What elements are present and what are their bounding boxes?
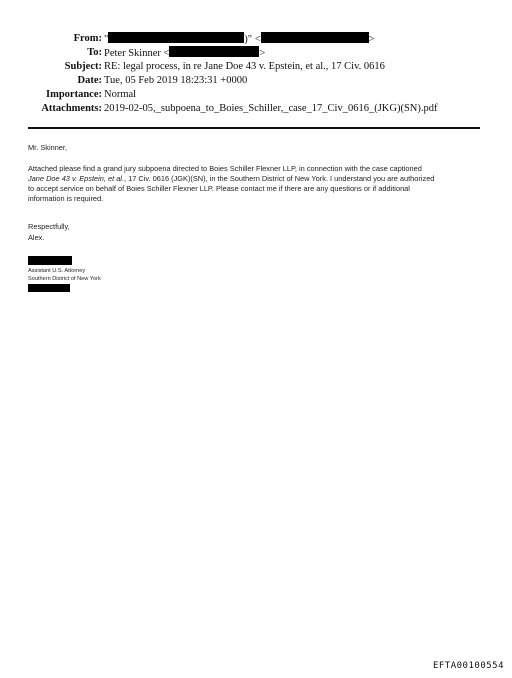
attachment-link[interactable]: 2019-02-05,_subpoena_to_Boies_Schiller,_case_17_Civ_0616_(JKG)(SN).pdf <box>104 103 438 114</box>
body-line: information is required. <box>28 194 104 203</box>
to-value: Peter Skinner < > <box>104 48 266 59</box>
subject-label: Subject: <box>64 61 102 72</box>
signature-office: Southern District of New York <box>28 276 101 282</box>
importance-row <box>0 88 512 102</box>
importance-label: Importance: <box>46 89 102 100</box>
signature-redaction-bottom <box>28 284 70 292</box>
redaction-block <box>169 46 259 57</box>
from-row <box>0 32 512 46</box>
body-line: to accept service on behalf of Boies Schiller Flexner LLP. Please contact me if there are any questions or if additional <box>28 184 410 193</box>
to-row <box>0 46 512 60</box>
from-label: From: <box>73 33 102 44</box>
document-id: EFTA00100554 <box>432 661 504 671</box>
subject-row <box>0 60 512 74</box>
redaction-block <box>261 32 369 43</box>
signature-redaction-top <box>28 256 72 265</box>
body-line: Attached please find a grand jury subpoena directed to Boies Schiller Flexner LLP, in connection with the case captioned <box>28 164 422 173</box>
importance-value: Normal <box>104 89 137 100</box>
body-paragraph <box>28 164 488 204</box>
date-value: Tue, 05 Feb 2019 18:23:31 +0000 <box>104 75 248 86</box>
signature-title: Assistant U.S. Attorney <box>28 268 86 274</box>
attachments-row <box>0 102 512 116</box>
header-divider <box>28 127 480 129</box>
body-line: Jane Doe 43 v. Epstein, et al., 17 Civ. 0616 (JGK)(SN), in the Southern District of New York. I understand you are authorized <box>28 174 435 183</box>
to-label: To: <box>87 47 102 58</box>
attachments-label: Attachments: <box>41 103 102 114</box>
date-row <box>0 74 512 88</box>
subject-value: RE: legal process, in re Jane Doe 43 v. Epstein, et al., 17 Civ. 0616 <box>104 61 385 72</box>
case-caption: Jane Doe 43 v. Epstein, et al. <box>28 174 124 183</box>
redaction-block <box>108 32 244 43</box>
sender-name: Alex. <box>28 233 45 242</box>
from-value: " )" < > <box>104 34 375 45</box>
salutation: Mr. Skinner, <box>28 143 68 152</box>
date-label: Date: <box>77 75 102 86</box>
closing: Respectfully, <box>28 222 70 231</box>
